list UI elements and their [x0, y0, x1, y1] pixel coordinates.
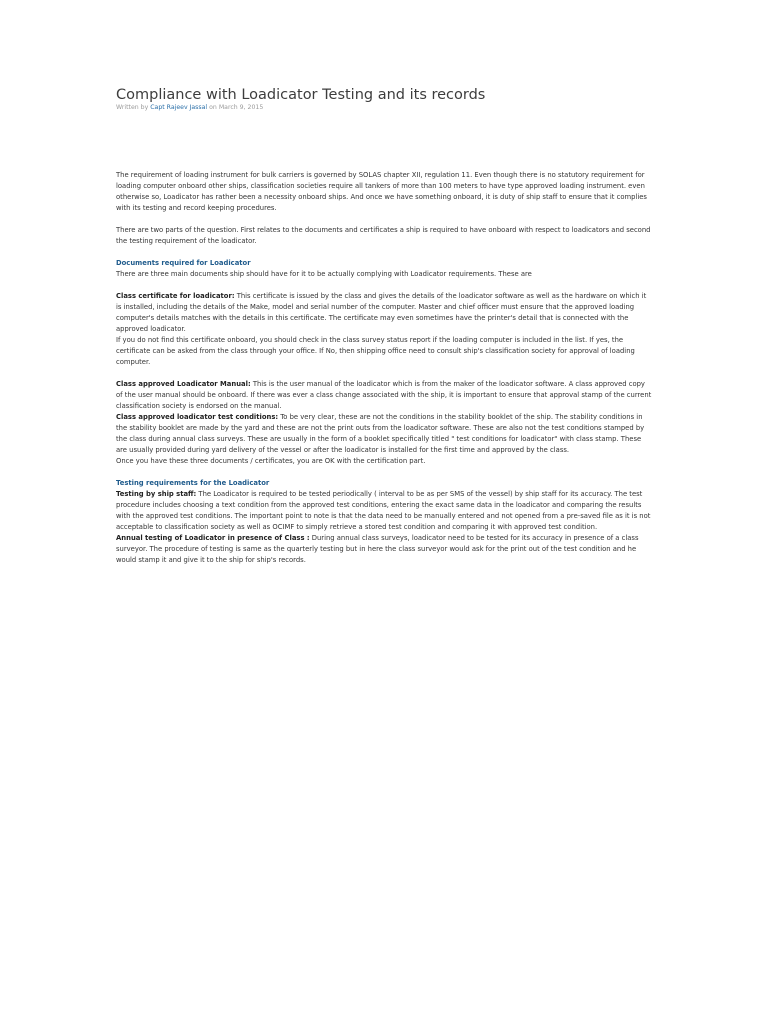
testing-heading: Testing requirements for the Loadicator — [116, 479, 270, 487]
staff-testing-text: The Loadicator is required to be tested periodically ( interval to be as per SMS of the vessel) by ship staff for its accuracy. The test procedure includes choosing a text condition from the approved test conditions, entering the exact same data in the loadicator and comparing the results with the approved test conditions. The important point to note is that the data need to be manually entered and not opened from a pre-saved file as it is not acceptable to classification society as well as OCIMF to simply retrieve a stored test condition and comparing it with approved test condition. — [116, 490, 651, 531]
staff-testing-label: Testing by ship staff: — [116, 490, 197, 498]
documents-heading: Documents required for Loadicator — [116, 259, 251, 267]
test-conditions-paragraph — [116, 412, 652, 456]
article-body — [116, 170, 652, 566]
intro-paragraph-1: The requirement of loading instrument for bulk carriers is governed by SOLAS chapter XII, regulation 11. Even though there is no statutory requirement for loading computer onboard other ships, classification societies require all tankers of more than 100 meters to have type approved loading instrument. even otherwise so, Loadicator has rather been a necessity onboard ships. And once we have something onboard, it is duty of ship staff to ensure that it complies with its testing and record keeping procedures. — [116, 171, 647, 212]
test-conditions-text: To be very clear, these are not the conditions in the stability booklet of the ship. The stability conditions in the stability booklet are made by the yard and these are not the print outs from the loadicator software. These are also not the test conditions stamped by the class during annual class surveys. These are usually in the form of a booklet specifically titled " test conditions for loadicator" with class stamp. These are usually provided during yard delivery of the vessel or after the loadicator is installed for the first time and approved by the class. — [116, 413, 645, 454]
publish-date: March 9, 2015 — [218, 104, 264, 111]
manual-paragraph — [116, 379, 652, 412]
intro-paragraph-2: There are two parts of the question. First relates to the documents and certificates a ship is required to have onboard with respect to loadicators and second the testing requirement of the loadicator. — [116, 226, 651, 245]
annual-testing-label: Annual testing of Loadicator in presence of Class : — [116, 534, 310, 542]
annual-testing-text: During annual class surveys, loadicator need to be tested for its accuracy in presence of a class surveyor. The procedure of testing is same as the quarterly testing but in here the class surveyor would ask for the print out of the test condition and he would stamp it and give it to the ship for ship's records. — [116, 534, 639, 564]
article — [116, 86, 652, 566]
class-certificate-followup: If you do not find this certificate onboard, you should check in the class survey status report if the loading computer is included in the list. If yes, the certificate can be asked from the class through your office. If No, then shipping office need to consult ship's classification society for approval of loading computer. — [116, 336, 635, 366]
staff-testing-paragraph — [116, 489, 652, 533]
manual-label: Class approved Loadicator Manual: — [116, 380, 251, 388]
class-certificate-label: Class certificate for loadicator: — [116, 292, 235, 300]
byline-prefix: Written by — [116, 104, 149, 111]
author-link[interactable]: Capt Rajeev Jassal — [150, 104, 208, 111]
manual-text: This is the user manual of the loadicator which is from the maker of the loadicator software. A class approved copy of the user manual should be onboard. If there was ever a class change associated with the ship, it is important to ensure that approval stamp of the current classification society is endorsed on the manual. — [116, 380, 652, 410]
documents-closing: Once you have these three documents / certificates, you are OK with the certification part. — [116, 457, 426, 465]
annual-testing-paragraph — [116, 533, 652, 566]
documents-lead: There are three main documents ship should have for it to be actually complying with Loadicator requirements. These are — [116, 270, 532, 278]
class-certificate-paragraph — [116, 291, 652, 335]
byline — [116, 104, 652, 112]
byline-on: on — [209, 104, 217, 111]
article-title: Compliance with Loadicator Testing and its records — [116, 87, 486, 103]
class-certificate-text: This certificate is issued by the class and gives the details of the loadicator software as well as the hardware on which it is installed, including the details of the Make, model and serial number of the computer. Master and chief officer must ensure that the approved loading computer's details matches with the details in this certificate. The certificate may even sometimes have the printer's detail that is connected with the approved loadicator. — [116, 292, 647, 333]
test-conditions-label: Class approved loadicator test conditions: — [116, 413, 279, 421]
